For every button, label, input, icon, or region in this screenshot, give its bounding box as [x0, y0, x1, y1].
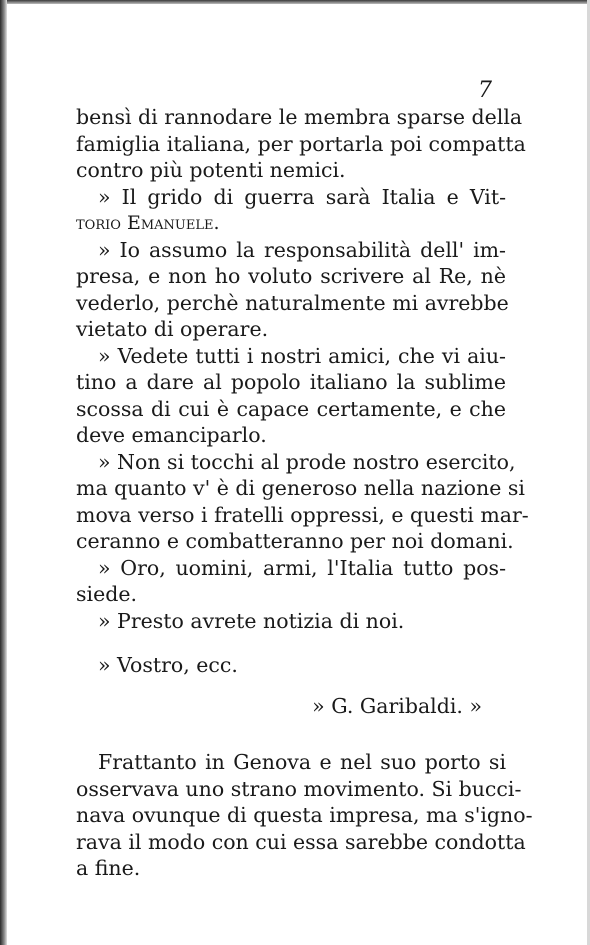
text-line: » Il grido di guerra sarà Italia e Vit-	[98, 184, 506, 209]
text-line: » Io assumo la responsabilità dell' im-	[98, 237, 506, 262]
text-line: nava ovunque di questa impresa, ma s'igno-	[76, 803, 533, 827]
text-line: torio Emanuele.	[76, 212, 220, 234]
text-line: ma quanto v' è di generoso nella nazione si	[76, 476, 525, 500]
closing-line: » Vostro, ecc.	[98, 653, 238, 677]
text-line: a fine.	[76, 856, 141, 880]
text-line: ceranno e combatteranno per noi domani.	[76, 529, 514, 553]
text-line: osservava uno strano movimento. Si bucci-	[76, 776, 522, 801]
text-line: contro più potenti nemici.	[76, 158, 346, 182]
text-line: » Non si tocchi al prode nostro esercito,	[98, 449, 516, 474]
text-line: presa, e non ho voluto scrivere al Re, nè	[76, 264, 506, 288]
text-line: bensì di rannodare le membra sparse della	[76, 105, 523, 129]
text-line: » Oro, uomini, armi, l'Italia tutto pos-	[98, 555, 506, 580]
signature: » G. Garibaldi. »	[312, 693, 482, 718]
text-line: Frattanto in Genova e nel suo porto si	[98, 750, 506, 774]
text-line: rava il modo con cui essa sarebbe condotta	[76, 829, 526, 854]
text-line: » Presto avrete notizia di noi.	[98, 608, 405, 633]
page-body	[76, 104, 533, 882]
text-line: famiglia italiana, per portarla poi compatta	[76, 131, 526, 156]
text-line: tino a dare al popolo italiano la sublime	[76, 370, 506, 394]
text-line: deve emanciparlo.	[76, 423, 267, 447]
text-line: » Vedete tutti i nostri amici, che vi aiu-	[98, 343, 506, 368]
page-top-edge	[0, 0, 590, 4]
text-line: mova verso i fratelli oppressi, e questi mar-	[76, 502, 529, 527]
text-line: siede.	[76, 582, 137, 606]
text-line: vietato di operare.	[76, 317, 269, 341]
page-number: 7	[478, 78, 492, 103]
text-line: vederlo, perchè naturalmente mi avrebbe	[76, 290, 509, 315]
text-line: scossa di cui è capace certamente, e che	[76, 396, 506, 421]
page-binding-edge	[0, 0, 7, 945]
